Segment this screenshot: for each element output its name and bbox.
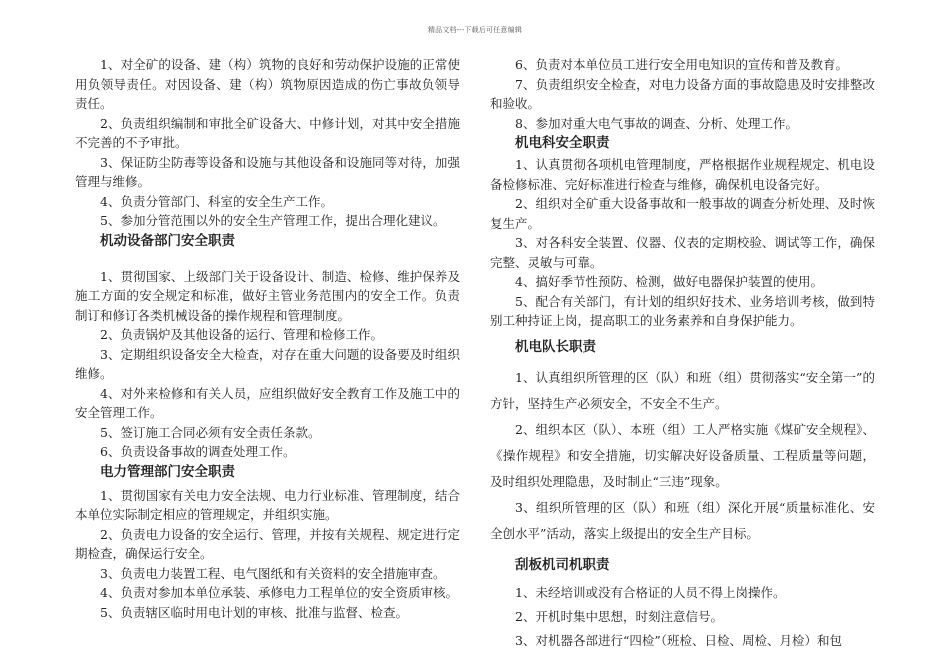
paragraph: 2、负责组织编制和审批全矿设备大、中修计划，对其中安全措施不完善的不予审批。 bbox=[75, 115, 460, 150]
paragraph: 1、未经培训或没有合格证的人员不得上岗操作。 bbox=[515, 584, 786, 600]
paragraph: 4、负责分管部门、科室的安全生产工作。 bbox=[100, 193, 333, 209]
paragraph: 1、贯彻国家、上级部门关于设备设计、制造、检修、维护保养及施工方面的安全规定和标准，做好主管业务范围内的安全工作。负责制订和修订各类机械设备的操作规程和管理制度。 bbox=[75, 268, 460, 323]
paragraph: 1、对全矿的设备、建（构）筑物的良好和劳动保护设施的正常使用负领导责任。对因设备、建（构）筑物原因造成的伤亡事故负领导责任。 bbox=[75, 57, 460, 111]
paragraph: 3、对机器各部进行“四检”（班检、日检、周检、月检）和包 bbox=[515, 632, 842, 648]
paragraph: 4、搞好季节性预防、检测，做好电器保护装置的使用。 bbox=[515, 274, 823, 289]
page-header: 精品文档---下载后可任意编辑 bbox=[427, 26, 523, 34]
paragraph: 1、贯彻国家有关电力安全法规、电力行业标准、管理制度，结合本单位实际制定相应的管理规定，并组织实施。 bbox=[75, 487, 460, 522]
paragraph: 1、认真组织所管理的区（队）和班（组）贯彻落实“安全第一”的方针，坚持生产必须安全，不安全不生产。 bbox=[490, 369, 875, 411]
paragraph: 2、组织本区（队）、本班（组）工人严格实施《煤矿安全规程》、《操作规程》和安全措施，切实解决好设备质量、工程质量等问题，及时组织处理隐患，及时制止“三违”现象。 bbox=[490, 421, 875, 489]
paragraph: 5、负责辖区临时用电计划的审核、批准与监督、检查。 bbox=[100, 604, 408, 620]
section-mech-elec-dept bbox=[490, 133, 875, 331]
right-column bbox=[490, 55, 875, 653]
section-power-management bbox=[75, 462, 460, 623]
left-column bbox=[75, 55, 460, 622]
paragraph: 3、负责电力装置工程、电气图纸和有关资料的安全措施审查。 bbox=[100, 565, 446, 581]
paragraph: 6、负责对本单位员工进行安全用电知识的宣传和普及教育。 bbox=[515, 57, 848, 72]
section-mech-equipment bbox=[75, 231, 460, 462]
paragraph: 2、负责电力设备的安全运行、管理，并按有关规程、规定进行定期检查，确保运行安全。 bbox=[75, 526, 460, 561]
section-heading: 机电队长职责 bbox=[515, 338, 596, 355]
paragraph: 1、认真贯彻各项机电管理制度，严格根据作业规程规定、机电设备检修标准、完好标准进行检查与维修，确保机电设备完好。 bbox=[490, 157, 875, 192]
paragraph: 5、参加分管范围以外的安全生产管理工作，提出合理化建议。 bbox=[100, 213, 446, 228]
right-intro bbox=[490, 55, 875, 133]
paragraph: 4、负责对参加本单位承装、承修电力工程单位的安全资质审核。 bbox=[100, 585, 458, 600]
paragraph: 2、组织对全矿重大设备事故和一般事故的调查分析处理、及时恢复生产。 bbox=[490, 196, 875, 231]
paragraph: 3、保证防尘防毒等设备和设施与其他设备和设施同等对待，加强管理与维修。 bbox=[75, 154, 460, 189]
section-heading: 机动设备部门安全职责 bbox=[100, 232, 235, 249]
section-scraper-driver bbox=[490, 555, 875, 653]
paragraph: 5、配合有关部门，有计划的组织好技术、业务培训考核，做到特别工种持证上岗，提高职工的业务素养和自身保护能力。 bbox=[490, 293, 875, 328]
left-intro bbox=[75, 55, 460, 231]
section-heading: 电力管理部门安全职责 bbox=[100, 463, 235, 480]
paragraph: 6、负责设备事故的调查处理工作。 bbox=[100, 444, 296, 459]
paragraph: 2、开机时集中思想，时刻注意信号。 bbox=[515, 608, 723, 624]
paragraph: 7、负责组织安全检查，对电力设备方面的事故隐患及时安排整改和验收。 bbox=[490, 76, 875, 111]
paragraph: 3、对各科安全装置、仪器、仪表的定期校验、调试等工作，确保完整、灵敏与可靠。 bbox=[490, 235, 875, 270]
paragraph: 2、负责锅炉及其他设备的运行、管理和检修工作。 bbox=[100, 327, 383, 342]
section-heading: 刮板机司机职责 bbox=[515, 556, 610, 573]
paragraph: 8、参加对重大电气事故的调查、分析、处理工作。 bbox=[515, 115, 798, 131]
section-heading: 机电科安全职责 bbox=[515, 135, 610, 151]
paragraph: 4、对外来检修和有关人员，应组织做好安全教育工作及施工中的安全管理工作。 bbox=[75, 385, 460, 420]
section-team-leader bbox=[490, 337, 875, 547]
paragraph: 3、组织所管理的区（队）和班（组）深化开展“质量标准化、安全创水平”活动，落实上级提出的安全生产目标。 bbox=[490, 499, 875, 541]
paragraph: 3、定期组织设备安全大检查，对存在重大问题的设备要及时组织维修。 bbox=[75, 346, 460, 381]
paragraph: 5、签订施工合同必须有安全责任条款。 bbox=[100, 424, 321, 440]
